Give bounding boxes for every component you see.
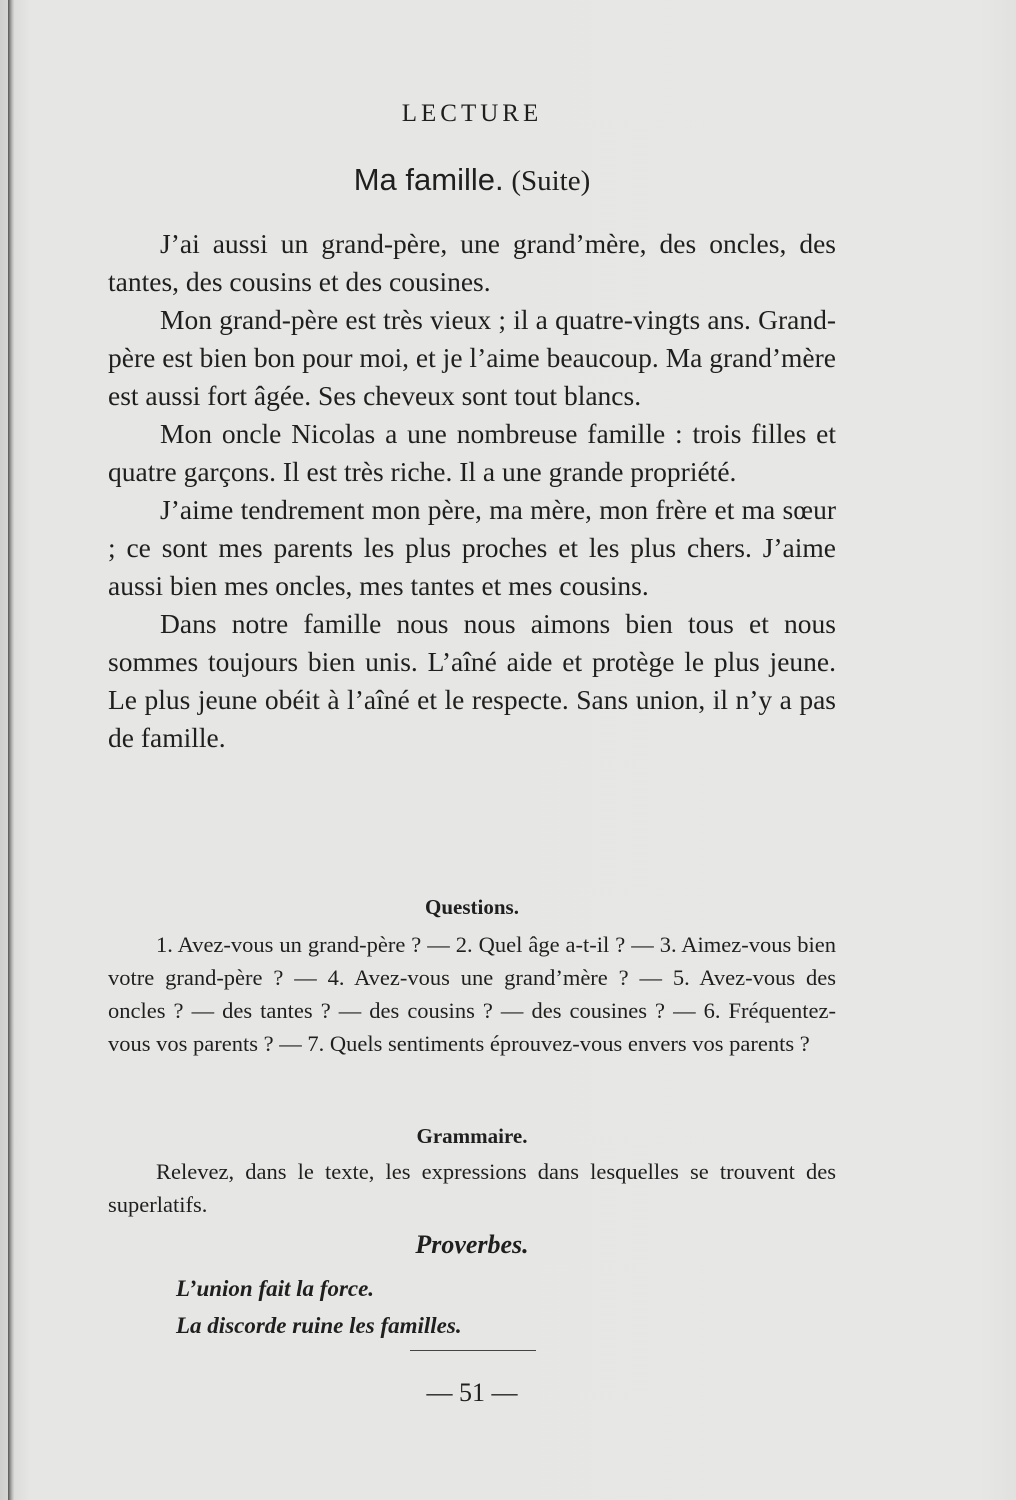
section-label: LECTURE bbox=[401, 100, 543, 127]
divider-rule bbox=[410, 1350, 536, 1351]
paragraph: Mon oncle Nicolas a une nombreuse famille : trois filles et quatre garçons. Il est très riche. Il a une grande propriété. bbox=[108, 418, 836, 487]
proverb-line: La discorde ruine les familles. bbox=[176, 1313, 462, 1338]
grammaire-text bbox=[108, 1155, 836, 1221]
grammaire-heading: Grammaire. bbox=[416, 1124, 528, 1148]
grammaire-paragraph: Relevez, dans le texte, les expressions dans lesquelles se trouvent des superlatifs. bbox=[108, 1159, 836, 1217]
proverb-line: L’union fait la force. bbox=[176, 1276, 375, 1301]
paragraph: J’ai aussi un grand-père, une grand’mère, des oncles, des tantes, des cousins et des cousines. bbox=[108, 228, 836, 297]
reading-text bbox=[108, 225, 836, 757]
title-suffix: (Suite) bbox=[511, 165, 591, 197]
questions-heading: Questions. bbox=[425, 895, 519, 919]
questions-paragraph: 1. Avez-vous un grand-père ? — 2. Quel âge a-t-il ? — 3. Aimez-vous bien votre grand-père ? — 4. Avez-vous une grand’mère ? — 5. Avez-vous des oncles ? — des tantes ? — des cousins ? — des cousines ? — 6. Fréquentez-vous vos parents ? — 7. Quels sentiments éprouvez-vous envers vos parents ? bbox=[108, 932, 836, 1056]
paragraph: Mon grand-père est très vieux ; il a quatre-vingts ans. Grand-père est bien bon pour moi, et je l’aime beaucoup. Ma grand’mère est aussi fort âgée. Ses cheveux sont tout blancs. bbox=[108, 304, 836, 411]
title-main: Ma famille. bbox=[353, 162, 504, 197]
page-title bbox=[108, 162, 836, 198]
book-spine bbox=[8, 0, 14, 1500]
proverbes-heading: Proverbes. bbox=[415, 1230, 529, 1259]
paragraph: J’aime tendrement mon père, ma mère, mon frère et ma sœur ; ce sont mes parents les plus proches et les plus chers. J’aime aussi bien mes oncles, mes tantes et mes cousins. bbox=[108, 494, 836, 601]
paragraph: Dans notre famille nous nous aimons bien tous et nous sommes toujours bien unis. L’aîné aide et protège le plus jeune. Le plus jeune obéit à l’aîné et le respecte. Sans union, il n’y a pas de famille. bbox=[108, 608, 836, 753]
proverbs-list bbox=[176, 1270, 776, 1344]
questions-text bbox=[108, 928, 836, 1060]
page-number: — 51 — bbox=[426, 1378, 518, 1407]
